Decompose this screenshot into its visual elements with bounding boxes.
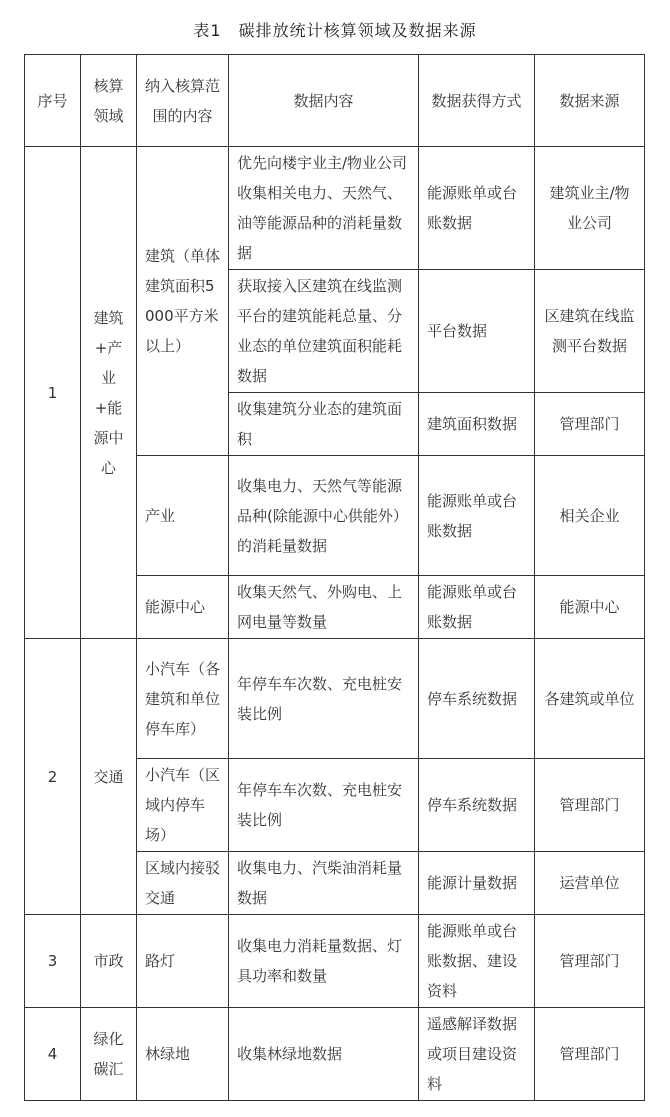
content-cell: 收集电力消耗量数据、灯具功率和数量 bbox=[229, 915, 419, 1008]
method-cell: 遥感解译数据或项目建设资料 bbox=[419, 1008, 535, 1101]
content-cell: 收集建筑分业态的建筑面积 bbox=[229, 393, 419, 456]
method-cell: 停车系统数据 bbox=[419, 639, 535, 759]
row-number-cell: 2 bbox=[25, 639, 81, 915]
content-cell: 收集林绿地数据 bbox=[229, 1008, 419, 1101]
content-cell: 收集电力、天然气等能源品种(除能源中心供能外）的消耗量数据 bbox=[229, 456, 419, 576]
method-cell: 能源账单或台账数据 bbox=[419, 456, 535, 576]
scope-cell: 能源中心 bbox=[137, 576, 229, 639]
source-cell: 相关企业 bbox=[535, 456, 645, 576]
header-cell: 数据内容 bbox=[229, 55, 419, 147]
scope-cell: 建筑（单体建筑面积5000平方米以上） bbox=[137, 147, 229, 456]
method-cell: 能源计量数据 bbox=[419, 852, 535, 915]
source-cell: 管理部门 bbox=[535, 393, 645, 456]
source-cell: 运营单位 bbox=[535, 852, 645, 915]
content-cell: 收集天然气、外购电、上网电量等数量 bbox=[229, 576, 419, 639]
scope-cell: 路灯 bbox=[137, 915, 229, 1008]
table-row bbox=[25, 639, 645, 759]
row-number-cell: 3 bbox=[25, 915, 81, 1008]
method-cell: 平台数据 bbox=[419, 270, 535, 393]
method-cell: 能源账单或台账数据、建设资料 bbox=[419, 915, 535, 1008]
source-cell: 各建筑或单位 bbox=[535, 639, 645, 759]
content-cell: 年停车车次数、充电桩安装比例 bbox=[229, 639, 419, 759]
data-table bbox=[24, 54, 645, 1101]
source-cell: 管理部门 bbox=[535, 915, 645, 1008]
content-cell: 年停车车次数、充电桩安装比例 bbox=[229, 759, 419, 852]
header-cell: 数据获得方式 bbox=[419, 55, 535, 147]
domain-cell: 建筑+产业+能源中心 bbox=[81, 147, 137, 639]
scope-cell: 产业 bbox=[137, 456, 229, 576]
source-cell: 建筑业主/物业公司 bbox=[535, 147, 645, 270]
source-cell: 管理部门 bbox=[535, 1008, 645, 1101]
scope-cell: 小汽车（各建筑和单位停车库） bbox=[137, 639, 229, 759]
header-cell: 核算领域 bbox=[81, 55, 137, 147]
content-cell: 获取接入区建筑在线监测平台的建筑能耗总量、分业态的单位建筑面积能耗数据 bbox=[229, 270, 419, 393]
source-cell: 管理部门 bbox=[535, 759, 645, 852]
table-row bbox=[25, 915, 645, 1008]
header-cell: 数据来源 bbox=[535, 55, 645, 147]
domain-cell: 绿化碳汇 bbox=[81, 1008, 137, 1101]
table-title: 表1 碳排放统计核算领域及数据来源 bbox=[193, 21, 477, 40]
table-row bbox=[25, 147, 645, 270]
row-number-cell: 4 bbox=[25, 1008, 81, 1101]
method-cell: 能源账单或台账数据 bbox=[419, 147, 535, 270]
content-cell: 优先向楼宇业主/物业公司收集相关电力、天然气、油等能源品种的消耗量数据 bbox=[229, 147, 419, 270]
content-cell: 收集电力、汽柴油消耗量数据 bbox=[229, 852, 419, 915]
row-number-cell: 1 bbox=[25, 147, 81, 639]
domain-cell: 市政 bbox=[81, 915, 137, 1008]
header-cell: 纳入核算范围的内容 bbox=[137, 55, 229, 147]
scope-cell: 小汽车（区域内停车场） bbox=[137, 759, 229, 852]
scope-cell: 林绿地 bbox=[137, 1008, 229, 1101]
table-row bbox=[25, 1008, 645, 1101]
method-cell: 能源账单或台账数据 bbox=[419, 576, 535, 639]
source-cell: 能源中心 bbox=[535, 576, 645, 639]
header-cell: 序号 bbox=[25, 55, 81, 147]
domain-cell: 交通 bbox=[81, 639, 137, 915]
header-row bbox=[25, 55, 645, 147]
method-cell: 建筑面积数据 bbox=[419, 393, 535, 456]
scope-cell: 区域内接驳交通 bbox=[137, 852, 229, 915]
method-cell: 停车系统数据 bbox=[419, 759, 535, 852]
source-cell: 区建筑在线监测平台数据 bbox=[535, 270, 645, 393]
